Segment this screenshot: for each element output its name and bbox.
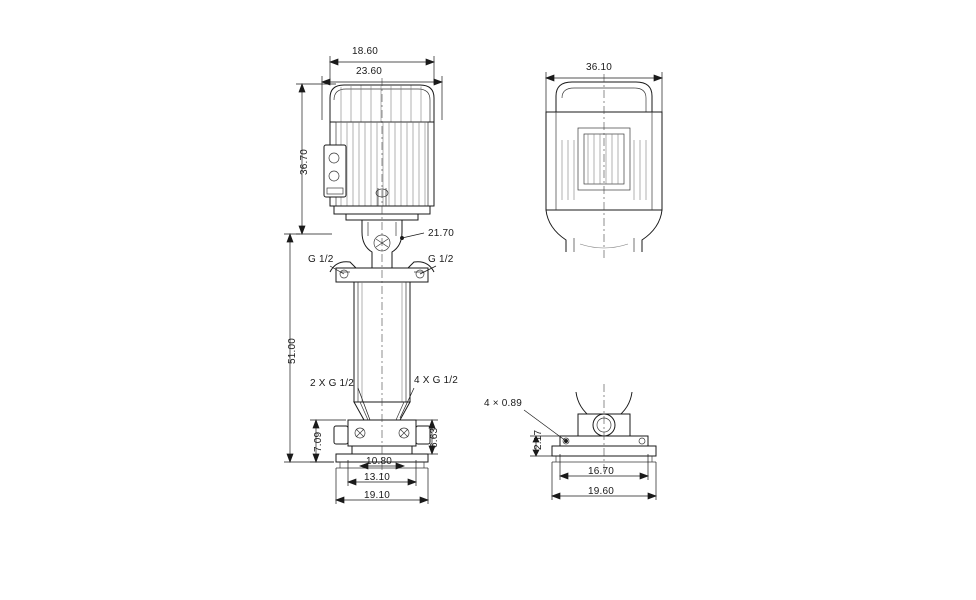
dim-base-bolt-span: 10.80 xyxy=(366,456,393,467)
dim-side-base-width-mid: 16.70 xyxy=(588,466,615,477)
base-detail-geometry xyxy=(552,384,656,472)
dim-side-motor-width: 36.10 xyxy=(586,62,613,73)
dim-base-flange-height: 6.63 xyxy=(429,427,440,448)
dim-coupling-width: 21.70 xyxy=(428,228,455,239)
label-ports-lower-left: 2 X G 1/2 xyxy=(310,378,355,389)
dim-base-width-mid: 13.10 xyxy=(364,472,391,483)
dim-base-width-outer: 19.10 xyxy=(364,490,391,501)
dim-motor-width: 23.60 xyxy=(356,66,383,77)
front-view-geometry xyxy=(324,78,434,478)
dim-total-height: 51.00 xyxy=(287,337,298,364)
label-ports-lower-right: 4 X G 1/2 xyxy=(414,375,459,386)
dim-side-base-width-outer: 19.60 xyxy=(588,486,615,497)
dim-bolt-hole-offset: 2.17 xyxy=(533,429,544,450)
dim-motor-top-width: 18.60 xyxy=(352,46,379,57)
label-port-left: G 1/2 xyxy=(308,254,334,265)
dim-motor-height: 36.70 xyxy=(299,148,310,175)
dim-base-height: 7.09 xyxy=(313,431,324,452)
label-port-right: G 1/2 xyxy=(428,254,454,265)
dim-bolt-hole-size: 4 × 0.89 xyxy=(484,398,523,409)
side-view-geometry xyxy=(546,74,662,258)
